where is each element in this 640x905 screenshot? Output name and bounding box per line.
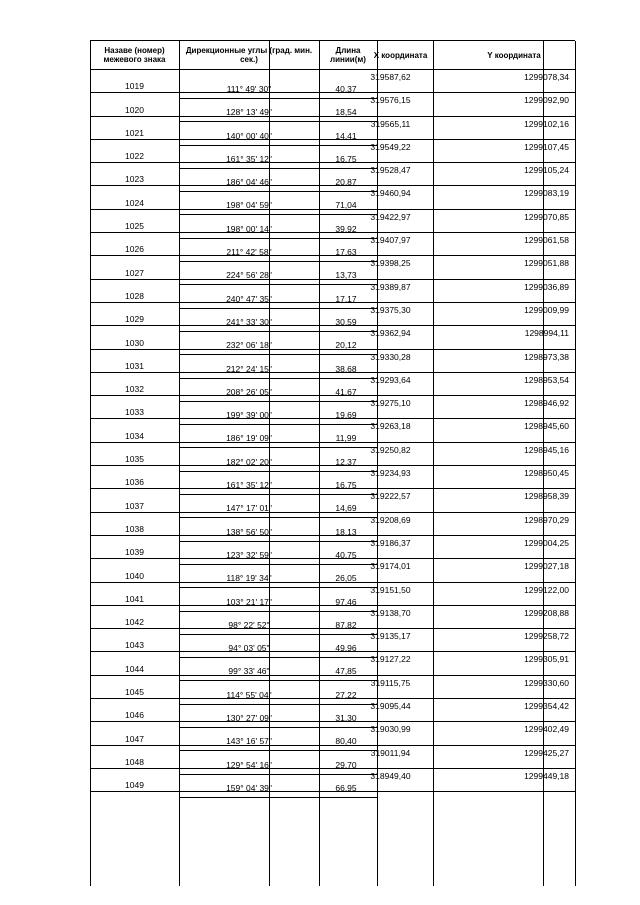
- segment-row: [90, 290, 575, 316]
- segment-row: [90, 153, 575, 176]
- y-coordinate: 1299009,99: [524, 304, 569, 315]
- x-coordinate: 319115,75: [370, 677, 411, 688]
- x-coordinate: 319186,37: [370, 537, 411, 548]
- point-name: 1038: [125, 523, 144, 534]
- point-name: 1024: [125, 197, 144, 208]
- segment-row: [90, 199, 575, 222]
- x-coordinate: 319275,10: [370, 398, 411, 409]
- direction-angle: 159° 04' 39": [226, 782, 272, 793]
- y-coordinate: 1298946,92: [524, 398, 569, 409]
- point-name: 1032: [125, 384, 144, 395]
- header-name: Назаве (номер) межевого знака: [103, 46, 166, 64]
- direction-angle: 211° 42' 58": [226, 247, 272, 258]
- direction-angle: 111° 49' 30": [226, 84, 272, 94]
- segment-row: [90, 665, 575, 688]
- segment-row: [90, 339, 575, 362]
- direction-angle: 232° 06' 18": [226, 340, 272, 351]
- point-name: 1020: [125, 104, 144, 115]
- direction-angle: 143° 16' 57": [226, 736, 272, 747]
- segment-row: [90, 456, 575, 479]
- column-divider: [319, 41, 320, 886]
- line-length: 14,41: [335, 130, 357, 141]
- segment-row: [90, 756, 575, 782]
- direction-angle: 98° 22' 52": [228, 619, 270, 630]
- x-coordinate: 319222,57: [370, 491, 411, 502]
- segment-row: [90, 176, 575, 199]
- segment-row: [90, 549, 575, 572]
- segment-row: [90, 127, 575, 153]
- line-length: 20,12: [335, 340, 357, 351]
- y-coordinate: 1299258,72: [524, 631, 569, 642]
- line-length: 87,82: [335, 619, 357, 630]
- point-name: 1034: [125, 430, 144, 441]
- x-coordinate: 319362,94: [370, 328, 411, 339]
- column-divider: [377, 41, 378, 886]
- segment-row: [90, 269, 575, 292]
- line-length: 47,85: [335, 666, 357, 677]
- line-length: 11,99: [335, 433, 357, 444]
- segment-row: [90, 386, 575, 409]
- point-name: 1037: [125, 500, 144, 511]
- x-coordinate: 319234,93: [370, 468, 411, 479]
- y-coordinate: 1298945,60: [524, 421, 569, 432]
- point-name: 1036: [125, 477, 144, 488]
- line-length: 40,75: [335, 549, 357, 560]
- direction-angle: 182° 02' 20": [226, 456, 272, 467]
- y-coordinate: 1299105,24: [524, 165, 569, 176]
- line-length: 26,05: [335, 573, 357, 584]
- y-coordinate: 1299354,42: [524, 701, 569, 712]
- line-length: 66,95: [335, 782, 357, 793]
- y-coordinate: 1299004,25: [524, 537, 569, 548]
- direction-angle: 161° 35' 12": [226, 153, 272, 164]
- point-name: 1049: [125, 780, 144, 791]
- point-name: 1045: [125, 687, 144, 698]
- column-divider: [433, 41, 434, 886]
- point-name: 1028: [125, 290, 144, 301]
- header-x: X координата: [373, 50, 428, 60]
- line-length: 49,96: [335, 643, 357, 654]
- x-coordinate: 319011,94: [370, 747, 411, 758]
- x-coordinate: 319095,44: [370, 701, 411, 712]
- x-coordinate: 319422,97: [370, 211, 411, 222]
- line-length: 80,40: [335, 736, 357, 747]
- x-coordinate: 319576,15: [370, 95, 411, 106]
- x-coordinate: 319375,30: [370, 304, 411, 315]
- segment-rows: [90, 83, 575, 805]
- x-coordinate: 319208,69: [370, 514, 411, 525]
- segment-row: [90, 83, 575, 106]
- y-coordinate: 1299425,27: [524, 747, 569, 758]
- x-coordinate: 319030,99: [370, 724, 411, 735]
- line-length: 20,87: [335, 177, 357, 188]
- segment-row: [90, 360, 575, 386]
- point-name: 1035: [125, 454, 144, 465]
- point-name: 1030: [125, 337, 144, 348]
- column-divider: [269, 41, 270, 886]
- point-name: 1025: [125, 221, 144, 232]
- x-coordinate: 319565,11: [370, 118, 411, 129]
- y-coordinate: 1298973,38: [524, 351, 569, 362]
- y-coordinate: 1298970,29: [524, 514, 569, 525]
- y-coordinate: 1299070,85: [524, 211, 569, 222]
- direction-angle: 161° 35' 12": [226, 480, 272, 491]
- header-length: Длина линии(м): [330, 46, 366, 64]
- direction-angle: 147° 17' 01": [226, 503, 272, 514]
- line-length: 12,37: [335, 456, 357, 467]
- y-coordinate: 1299036,89: [524, 281, 569, 292]
- line-length: 17,17: [335, 293, 357, 304]
- line-length: 19,69: [335, 410, 357, 421]
- direction-angle: 240° 47' 35": [226, 293, 272, 304]
- segment-row: [90, 246, 575, 269]
- point-name: 1019: [125, 81, 144, 92]
- x-coordinate: 319138,70: [370, 607, 411, 618]
- line-length: 39,92: [335, 223, 357, 234]
- direction-angle: 198° 04' 59": [226, 200, 272, 211]
- x-coordinate: 319398,25: [370, 258, 411, 269]
- segment-row: [90, 223, 575, 246]
- x-coordinate: 319587,62: [370, 72, 411, 82]
- point-name: 1029: [125, 314, 144, 325]
- point-name: 1021: [125, 127, 144, 138]
- x-coordinate: 319549,22: [370, 141, 411, 152]
- point-name: 1044: [125, 663, 144, 674]
- segment-row: [90, 479, 575, 502]
- line-length: 14,69: [335, 503, 357, 514]
- line-length: 41,67: [335, 386, 357, 397]
- x-coordinate: 319460,94: [370, 188, 411, 199]
- x-coordinate: 319127,22: [370, 654, 411, 665]
- x-coordinate: 319330,28: [370, 351, 411, 362]
- line-length: 29,70: [335, 759, 357, 770]
- direction-angle: 199° 39' 00": [226, 410, 272, 421]
- direction-angle: 186° 04' 46": [226, 177, 272, 188]
- table-body: [90, 70, 575, 884]
- x-coordinate: 319174,01: [370, 561, 411, 572]
- y-coordinate: 1299078,34: [524, 72, 569, 82]
- direction-angle: 103° 21' 17": [226, 596, 272, 607]
- direction-angle: 198° 00' 14": [226, 223, 272, 234]
- line-length: 18,54: [335, 107, 357, 118]
- x-coordinate: 319293,64: [370, 374, 411, 385]
- line-length: 13,73: [335, 270, 357, 281]
- segment-row: [90, 432, 575, 455]
- line-length: 27,22: [335, 689, 357, 700]
- x-coordinate: 319135,17: [370, 631, 411, 642]
- direction-angle: 212° 24' 15": [226, 363, 272, 374]
- point-name: 1040: [125, 570, 144, 581]
- column-divider: [179, 41, 180, 886]
- y-coordinate: 1298953,54: [524, 374, 569, 385]
- x-coordinate: 319389,87: [370, 281, 411, 292]
- segment-row: [90, 409, 575, 432]
- direction-angle: 129° 54' 16": [226, 759, 272, 770]
- segment-row: [90, 619, 575, 642]
- line-length: 16,75: [335, 153, 357, 164]
- y-coordinate: 1299402,49: [524, 724, 569, 735]
- line-length: 71,04: [335, 200, 357, 211]
- line-length: 30,59: [335, 316, 357, 327]
- y-coordinate: 1299305,91: [524, 654, 569, 665]
- x-coordinate: 319407,97: [370, 235, 411, 246]
- point-name: 1041: [125, 593, 144, 604]
- direction-angle: 208° 26' 05": [226, 386, 272, 397]
- x-coordinate: 319151,50: [370, 584, 411, 595]
- direction-angle: 118° 19' 34": [226, 573, 272, 584]
- direction-angle: 123° 32' 59": [226, 549, 272, 560]
- x-coordinate: 318949,40: [370, 770, 411, 781]
- y-coordinate: 1299027,18: [524, 561, 569, 572]
- y-coordinate: 1298958,39: [524, 491, 569, 502]
- point-name: 1033: [125, 407, 144, 418]
- boundary-coordinates-table: [90, 40, 575, 884]
- point-name: 1046: [125, 710, 144, 721]
- column-divider: [90, 41, 91, 886]
- y-coordinate: 1298945,16: [524, 444, 569, 455]
- direction-angle: 140° 00' 40": [226, 130, 272, 141]
- segment-row: [90, 523, 575, 549]
- point-name: 1026: [125, 244, 144, 255]
- direction-angle: 186° 19' 09": [226, 433, 272, 444]
- line-length: 38,68: [335, 363, 357, 374]
- segment-row: [90, 642, 575, 665]
- y-coordinate: 1299107,45: [524, 141, 569, 152]
- point-name: 1039: [125, 547, 144, 558]
- y-coordinate: 1299102,16: [524, 118, 569, 129]
- x-coordinate: 319528,47: [370, 165, 411, 176]
- segment-row: [90, 502, 575, 525]
- direction-angle: 224° 56' 28": [226, 270, 272, 281]
- point-name: 1027: [125, 267, 144, 278]
- column-divider: [543, 41, 544, 886]
- line-length: 16,75: [335, 480, 357, 491]
- y-coordinate: 1299330,60: [524, 677, 569, 688]
- point-name: 1042: [125, 617, 144, 628]
- segment-row: [90, 712, 575, 735]
- direction-angle: 138° 56' 50": [226, 526, 272, 537]
- column-divider: [575, 41, 576, 886]
- point-name: 1022: [125, 151, 144, 162]
- segment-row: [90, 572, 575, 595]
- x-coordinate: 319250,82: [370, 444, 411, 455]
- direction-angle: 130° 27' 09": [226, 713, 272, 724]
- point-name: 1048: [125, 756, 144, 767]
- direction-angle: 114° 55' 04": [226, 689, 272, 700]
- y-coordinate: 1299092,90: [524, 95, 569, 106]
- table-header: [90, 40, 575, 70]
- direction-angle: 128° 13' 49": [226, 107, 272, 118]
- line-length: 18,13: [335, 526, 357, 537]
- segment-row: [90, 593, 575, 619]
- direction-angle: 94° 03' 05": [228, 643, 270, 654]
- y-coordinate: 1299051,88: [524, 258, 569, 269]
- segment-row: [90, 689, 575, 712]
- direction-angle: 241° 33' 30": [226, 316, 272, 327]
- y-coordinate: 1298950,45: [524, 468, 569, 479]
- point-name: 1023: [125, 174, 144, 185]
- y-coordinate: 1299122,00: [524, 584, 569, 595]
- header-angle: Дирекционные углы (град. мин. сек.): [185, 46, 313, 64]
- point-name: 1043: [125, 640, 144, 651]
- direction-angle: 99° 33' 46": [228, 666, 270, 677]
- line-length: 97,46: [335, 596, 357, 607]
- header-y: Y координата: [487, 50, 541, 60]
- line-length: 17,63: [335, 247, 357, 258]
- y-coordinate: 1299208,88: [524, 607, 569, 618]
- x-coordinate: 319263,18: [370, 421, 411, 432]
- segment-row: [90, 316, 575, 339]
- point-name: 1031: [125, 360, 144, 371]
- y-coordinate: 1298994,11: [524, 328, 569, 339]
- line-length: 31,30: [335, 713, 357, 724]
- segment-row: [90, 782, 575, 805]
- y-coordinate: 1299083,19: [524, 188, 569, 199]
- y-coordinate: 1299061,58: [524, 235, 569, 246]
- y-coordinate: 1299449,18: [524, 770, 569, 781]
- point-name: 1047: [125, 733, 144, 744]
- segment-row: [90, 106, 575, 129]
- segment-row: [90, 735, 575, 758]
- line-length: 40,37: [335, 84, 357, 94]
